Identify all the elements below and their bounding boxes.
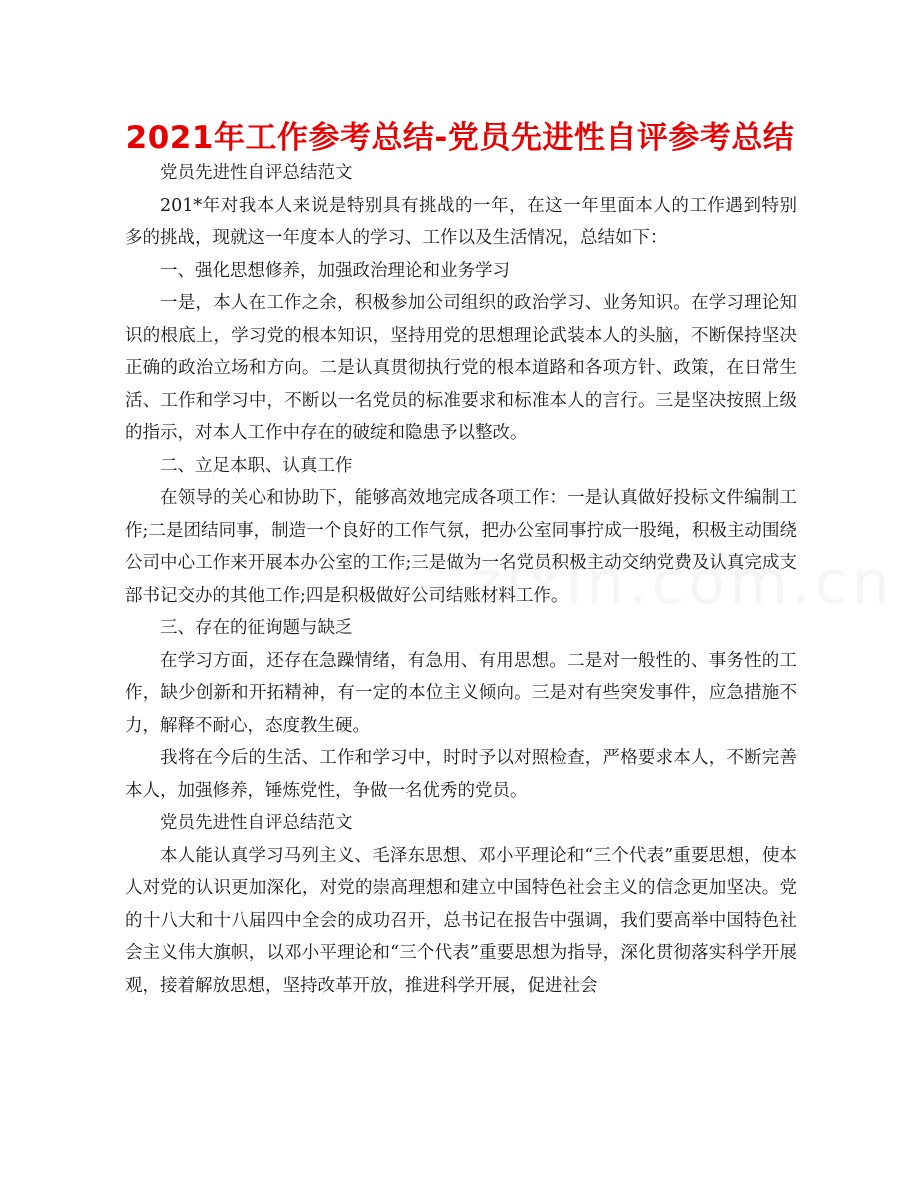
section-heading-1: 一、强化思想修养，加强政治理论和业务学习: [160, 260, 510, 281]
paragraph: 在学习方面，还存在急躁情绪，有急用、有用思想。二是对一般性的、事务性的工作，缺少创新和开拓精神，有一定的本位主义倾向。三是对有些突发事件，应急措施不力，解释不耐心，态度教生硬。: [125, 650, 797, 736]
paragraph: 我将在今后的生活、工作和学习中，时时予以对照检查，严格要求本人，不断完善本人，加强修养，锤炼党性，争做一名优秀的党员。: [125, 748, 797, 801]
section-heading-2: 二、立足本职、认真工作: [160, 455, 353, 476]
paragraph-subheading: 党员先进性自评总结范文: [160, 163, 353, 183]
paragraph: 201*年对我本人来说是特别具有挑战的一年，在这一年里面本人的工作遇到特别多的挑战，现就这一年度本人的学习、工作以及生活情况，总结如下：: [125, 195, 797, 248]
paragraph: 一是，本人在工作之余，积极参加公司组织的政治学习、业务知识。在学习理论知识的根底上，学习党的根本知识，坚持用党的思想理论武装本人的头脑，不断保持坚决正确的政治立场和方向。二是认真贯彻执行党的根本道路和各项方针、政策，在日常生活、工作和学习中，不断以一名党员的标准要求和标准本人的言行。三是坚决按照上级的指示，对本人工作中存在的破绽和隐患予以整改。: [125, 293, 797, 443]
paragraph: 本人能认真学习马列主义、毛泽东思想、邓小平理论和“三个代表”重要思想，使本人对党的认识更加深化，对党的崇高理想和建立中国特色社会主义的信念更加坚决。党的十八大和十八届四中全会的成功召开，总书记在报告中强调，我们要高举中国特色社会主义伟大旗帜，以邓小平理论和“三个代表”重要思想为指导，深化贯彻落实科学开展观，接着解放思想，坚持改革开放，推进科学开展，促进社会: [125, 845, 797, 996]
paragraph: 在领导的关心和协助下，能够高效地完成各项工作：一是认真做好投标文件编制工作;二是团结同事，制造一个良好的工作气氛，把办公室同事拧成一股绳，积极主动围绕公司中心工作来开展本办公室的工作;三是做为一名党员积极主动交纳党费及认真完成支部书记交办的其他工作;四是积极做好公司结账材料工作。: [125, 488, 797, 606]
section-heading-3: 三、存在的征询题与缺乏: [160, 618, 353, 638]
paragraph-subheading: 党员先进性自评总结范文: [160, 813, 353, 833]
document-title: 2021年工作参考总结-党员先进性自评参考总结: [125, 120, 795, 156]
document-body: [125, 157, 797, 1002]
